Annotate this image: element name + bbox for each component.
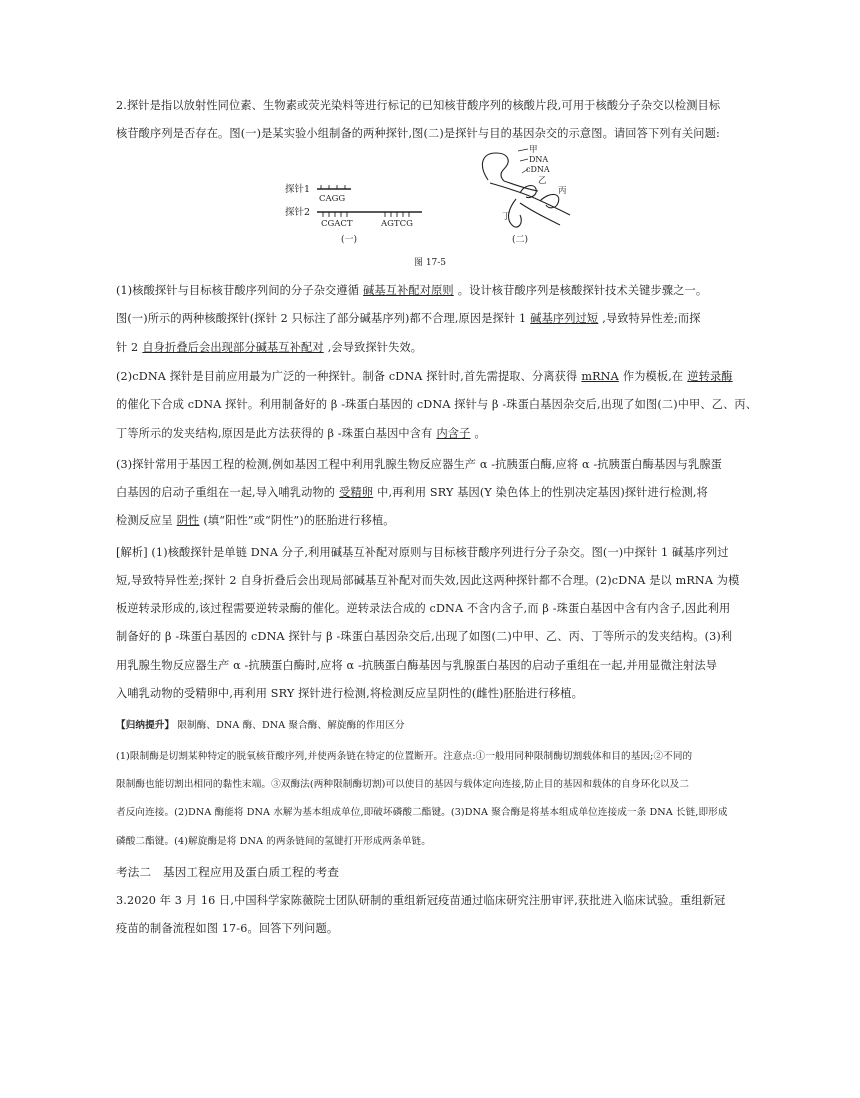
text: ,导致特异性差;而探: [602, 312, 701, 325]
label-bing: 丙: [558, 186, 567, 196]
text: 白基因的启动子重组在一起,导入哺乳动物的: [116, 486, 336, 499]
text: 中,再利用 SRY 基因(Y 染色体上的性别决定基因)探针进行检测,将: [377, 486, 708, 499]
figure1-caption: (一): [341, 235, 358, 245]
q2-part3-line1: (3)探针常用于基因工程的检测,例如基因工程中利用乳腺生物反应器生产 α -抗胰蛋白酶,应将 α -抗胰蛋白酶基因与乳腺蛋: [116, 458, 723, 471]
label-yi: 乙: [538, 176, 547, 186]
strand-tail: [520, 203, 560, 225]
probe2-ticks-right: [385, 212, 409, 217]
summary-title: 【归纳提升】: [116, 720, 175, 731]
hairpin-jia: [482, 153, 508, 181]
q2-part1-line3: [116, 340, 756, 356]
answer-blank: 自身折叠后会出现部分碱基互补配对: [142, 341, 324, 354]
text: 针 2: [116, 341, 139, 354]
summary-heading: [116, 718, 756, 734]
q2-part3-line3: [116, 513, 756, 529]
q2-stem-line1: 2.探针是指以放射性同位素、生物素或荧光染料等进行标记的已知核苷酸序列的核酸片段,可用于核酸分子杂交以检测目标: [116, 99, 721, 112]
text: 丁等所示的发夹结构,原因是此方法获得的 β -珠蛋白基因中含有: [116, 427, 433, 440]
analysis-line: 短,导致特异性差;探针 2 自身折叠后会出现局部碱基互补配对而失效,因此这两种探针都不合理。(2)cDNA 是以 mRNA 为模: [116, 574, 740, 587]
q2-part1-line2: [116, 311, 756, 327]
text: 作为模板,在: [622, 370, 684, 383]
figure2-caption: (二): [512, 235, 529, 245]
answer-blank: 受精卵: [339, 486, 374, 499]
figure-probes: [285, 180, 435, 250]
text: (填“阳性”或“阴性”)的胚胎进行移植。: [203, 514, 395, 527]
analysis-line: 板逆转录形成的,该过程需要逆转录酶的催化。逆转录法合成的 cDNA 不含内含子,而 β -珠蛋白基因中含有内含子,因此利用: [116, 602, 731, 615]
q3-line2: 疫苗的制备流程如图 17-6。回答下列问题。: [116, 922, 339, 935]
probe2-sequence-right: AGTCG: [381, 219, 413, 229]
summary-line: 磷酸二酯键。(4)解旋酶是将 DNA 的两条链间的氢键打开形成两条单链。: [116, 836, 431, 847]
text: 。: [474, 427, 486, 440]
q2-part2-line3: [116, 426, 756, 442]
label-cdna: cDNA: [526, 165, 550, 174]
probe1-label: 探针1: [285, 184, 311, 195]
text: ,会导致探针失效。: [327, 341, 423, 354]
probe2-sequence-left: CGACT: [321, 219, 353, 229]
summary-line: 者反向连接。(2)DNA 酶能将 DNA 水解为基本组成单位,即破坏磷酸二酯键。(3)DNA 聚合酶是将基本组成单位连接成一条 DNA 长链,即形成: [116, 807, 728, 818]
answer-blank: 碱基序列过短: [530, 312, 599, 325]
q3-line1: 3.2020 年 3 月 16 日,中国科学家陈薇院士团队研制的重组新冠疫苗通过临床研究注册审评,获批进入临床试验。重组新冠: [116, 894, 726, 907]
analysis-line: 用乳腺生物反应器生产 α -抗胰蛋白酶时,应将 α -抗胰蛋白酶基因与乳腺蛋白基因的启动子重组在一起,并用显微注射法导: [116, 659, 718, 672]
probe2-ticks-left: [323, 212, 347, 217]
text: 检测反应呈: [116, 514, 173, 527]
figure-hybridization: [460, 145, 580, 250]
q2-part3-line2: [116, 485, 756, 501]
summary-line: (1)限制酶是切割某种特定的脱氧核苷酸序列,并使两条链在特定的位置断开。注意点:①一般用同种限制酶切割载体和目的基因;②不同的: [116, 751, 693, 762]
text: 。设计核苷酸序列是核酸探针技术关键步骤之一。: [457, 284, 708, 297]
label-ding: 丁: [502, 212, 511, 222]
summary-subtitle: 限制酶、DNA 酶、DNA 聚合酶、解旋酶的作用区分: [177, 720, 405, 731]
figure-caption: 图 17-5: [413, 258, 447, 268]
answer-blank: 阴性: [176, 514, 200, 527]
probe1-sequence: CAGG: [319, 194, 346, 204]
probe2-label: 探针2: [285, 207, 311, 218]
answer-blank: 碱基互补配对原则: [363, 284, 454, 297]
section-heading: 考法二 基因工程应用及蛋白质工程的考查: [116, 865, 340, 879]
answer-blank: 内含子: [436, 427, 471, 440]
summary-line: 限制酶也能切割出相同的黏性末端。③双酶法(两种限制酶切割)可以使目的基因与载体定向连接,防止目的基因和载体的自身环化以及二: [116, 779, 690, 790]
analysis-line: 入哺乳动物的受精卵中,再利用 SRY 探针进行检测,将检测反应呈阴性的(雌性)胚胎进行移植。: [116, 687, 583, 700]
q2-part2-line2: 的催化下合成 cDNA 探针。利用制备好的 β -珠蛋白基因的 cDNA 探针与 β -珠蛋白基因杂交后,出现了如图(二)中甲、乙、丙、: [116, 398, 758, 411]
answer-blank: mRNA: [581, 370, 619, 383]
label-dna: DNA: [529, 155, 549, 164]
q2-part1-line1: [116, 283, 756, 299]
label-jia: 甲: [529, 145, 538, 155]
q2-part2-line1: [116, 369, 756, 385]
q2-stem-line2: 核苷酸序列是否存在。图(一)是某实验小组制备的两种探针,图(二)是探针与目的基因杂交的示意图。请回答下列有关问题:: [116, 127, 720, 140]
text: (1)核酸探针与目标核苷酸序列间的分子杂交遵循: [116, 284, 360, 297]
hairpin-bing: [540, 194, 559, 207]
text: 图(一)所示的两种核酸探针(探针 2 只标注了部分碱基序列)都不合理,原因是探针 1: [116, 312, 527, 325]
analysis-line: 制备好的 β -珠蛋白基因的 cDNA 探针与 β -珠蛋白基因杂交后,出现了如图(二)中甲、乙、丙、丁等所示的发夹结构。(3)利: [116, 630, 733, 643]
answer-blank: 逆转录酶: [687, 370, 733, 383]
analysis-line: [解析] (1)核酸探针是单链 DNA 分子,利用碱基互补配对原则与目标核苷酸序列进行分子杂交。图(一)中探针 1 碱基序列过: [116, 546, 729, 559]
text: (2)cDNA 探针是目前应用最为广泛的一种探针。制备 cDNA 探针时,首先需提取、分离获得: [116, 370, 578, 383]
